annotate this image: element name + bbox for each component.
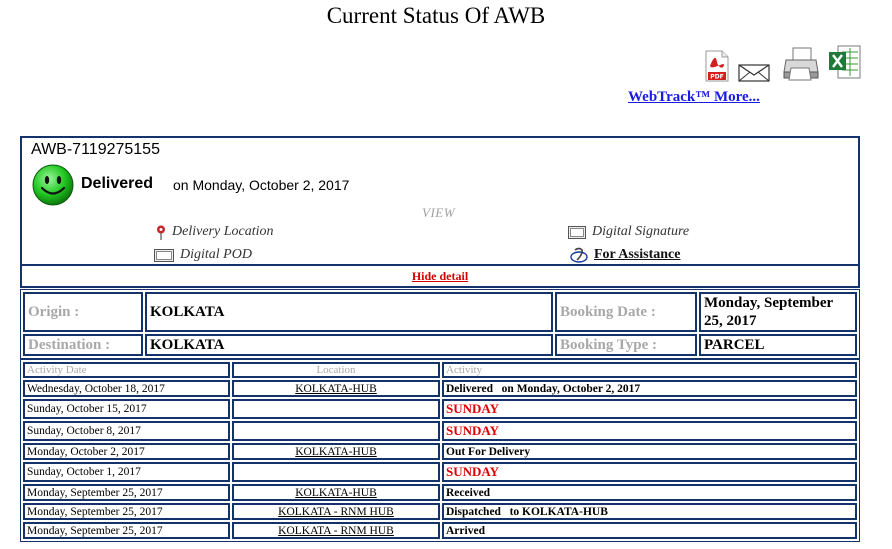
activity-date-cell: Monday, September 25, 2017 — [23, 484, 230, 501]
excel-icon[interactable] — [828, 44, 862, 80]
document-icon — [154, 249, 174, 262]
origin-label: Origin : — [23, 292, 143, 332]
activity-date-cell: Monday, October 2, 2017 — [23, 443, 230, 460]
column-header-date: Activity Date — [23, 362, 230, 378]
table-row — [23, 522, 857, 539]
table-row — [23, 421, 857, 441]
activity-description-cell: Dispatched to KOLKATA-HUB — [442, 503, 857, 520]
pdf-icon[interactable] — [704, 50, 730, 82]
shipment-status-panel — [20, 136, 860, 266]
smiley-status-icon — [32, 164, 74, 206]
activity-date-cell: Sunday, October 1, 2017 — [23, 462, 230, 482]
digital-signature-link[interactable] — [568, 224, 689, 240]
activity-location-link[interactable]: KOLKATA-HUB — [232, 380, 440, 397]
page-title: Current Status Of AWB — [326, 3, 546, 28]
activity-location-link[interactable]: KOLKATA-HUB — [232, 443, 440, 460]
booking-date-label: Booking Date : — [555, 292, 697, 332]
booking-type-label: Booking Type : — [555, 334, 697, 356]
activity-location-link[interactable]: KOLKATA-HUB — [232, 484, 440, 501]
activity-description-cell: Delivered on Monday, October 2, 2017 — [442, 380, 857, 397]
activity-description-cell: SUNDAY — [442, 462, 857, 482]
for-assistance-label: For Assistance — [594, 247, 681, 262]
activity-description-cell: SUNDAY — [442, 421, 857, 441]
details-row — [23, 292, 857, 332]
table-row — [23, 443, 857, 460]
activity-location-link — [232, 421, 440, 441]
details-row — [23, 334, 857, 356]
table-row — [23, 484, 857, 501]
activity-location-link[interactable]: KOLKATA - RNM HUB — [232, 522, 440, 539]
destination-value: KOLKATA — [145, 334, 553, 356]
status-label: Delivered — [81, 175, 154, 192]
export-toolbar — [704, 44, 874, 84]
activity-date-cell: Monday, September 25, 2017 — [23, 522, 230, 539]
activity-date-cell: Sunday, October 15, 2017 — [23, 399, 230, 419]
document-icon — [568, 226, 586, 239]
booking-type-value: PARCEL — [699, 334, 857, 356]
booking-date-value: Monday, September 25, 2017 — [699, 292, 857, 332]
activity-description-cell: SUNDAY — [442, 399, 857, 419]
activity-date-cell: Wednesday, October 18, 2017 — [23, 380, 230, 397]
table-row — [23, 503, 857, 520]
hide-detail-link[interactable]: Hide detail — [411, 269, 469, 283]
destination-label: Destination : — [23, 334, 143, 356]
table-row — [23, 380, 857, 397]
svg-text:PDF: PDF — [710, 73, 724, 81]
activity-description-cell: Arrived — [442, 522, 857, 539]
view-label: VIEW — [422, 205, 456, 220]
digital-pod-link[interactable] — [154, 247, 252, 263]
table-row — [23, 399, 857, 419]
delivery-location-link[interactable] — [156, 224, 273, 240]
activity-header-row — [23, 362, 857, 378]
activity-table — [20, 359, 860, 542]
activity-rows — [23, 380, 857, 539]
activity-description-cell: Received — [442, 484, 857, 501]
activity-description-cell: Out For Delivery — [442, 443, 857, 460]
mail-icon[interactable] — [738, 64, 770, 82]
activity-location-link — [232, 462, 440, 482]
digital-signature-label: Digital Signature — [592, 224, 690, 239]
table-row — [23, 462, 857, 482]
delivery-location-label: Delivery Location — [172, 224, 274, 239]
printer-icon[interactable] — [783, 46, 819, 82]
activity-date-cell: Monday, September 25, 2017 — [23, 503, 230, 520]
hide-detail-bar — [20, 266, 860, 288]
for-assistance-link[interactable] — [570, 247, 680, 263]
column-header-location: Location — [232, 362, 440, 378]
activity-date-cell: Sunday, October 8, 2017 — [23, 421, 230, 441]
activity-location-link — [232, 399, 440, 419]
column-header-activity: Activity — [442, 362, 857, 378]
map-pin-icon — [156, 225, 166, 240]
status-date: on Monday, October 2, 2017 — [173, 177, 350, 193]
activity-location-link[interactable]: KOLKATA - RNM HUB — [232, 503, 440, 520]
shipment-details-table — [20, 289, 860, 359]
origin-value: KOLKATA — [145, 292, 553, 332]
webtrack-more-link[interactable]: WebTrack™ More... — [628, 89, 760, 105]
digital-pod-label: Digital POD — [180, 247, 252, 262]
help-icon — [570, 247, 588, 263]
awb-number: AWB-7119275155 — [31, 141, 160, 158]
